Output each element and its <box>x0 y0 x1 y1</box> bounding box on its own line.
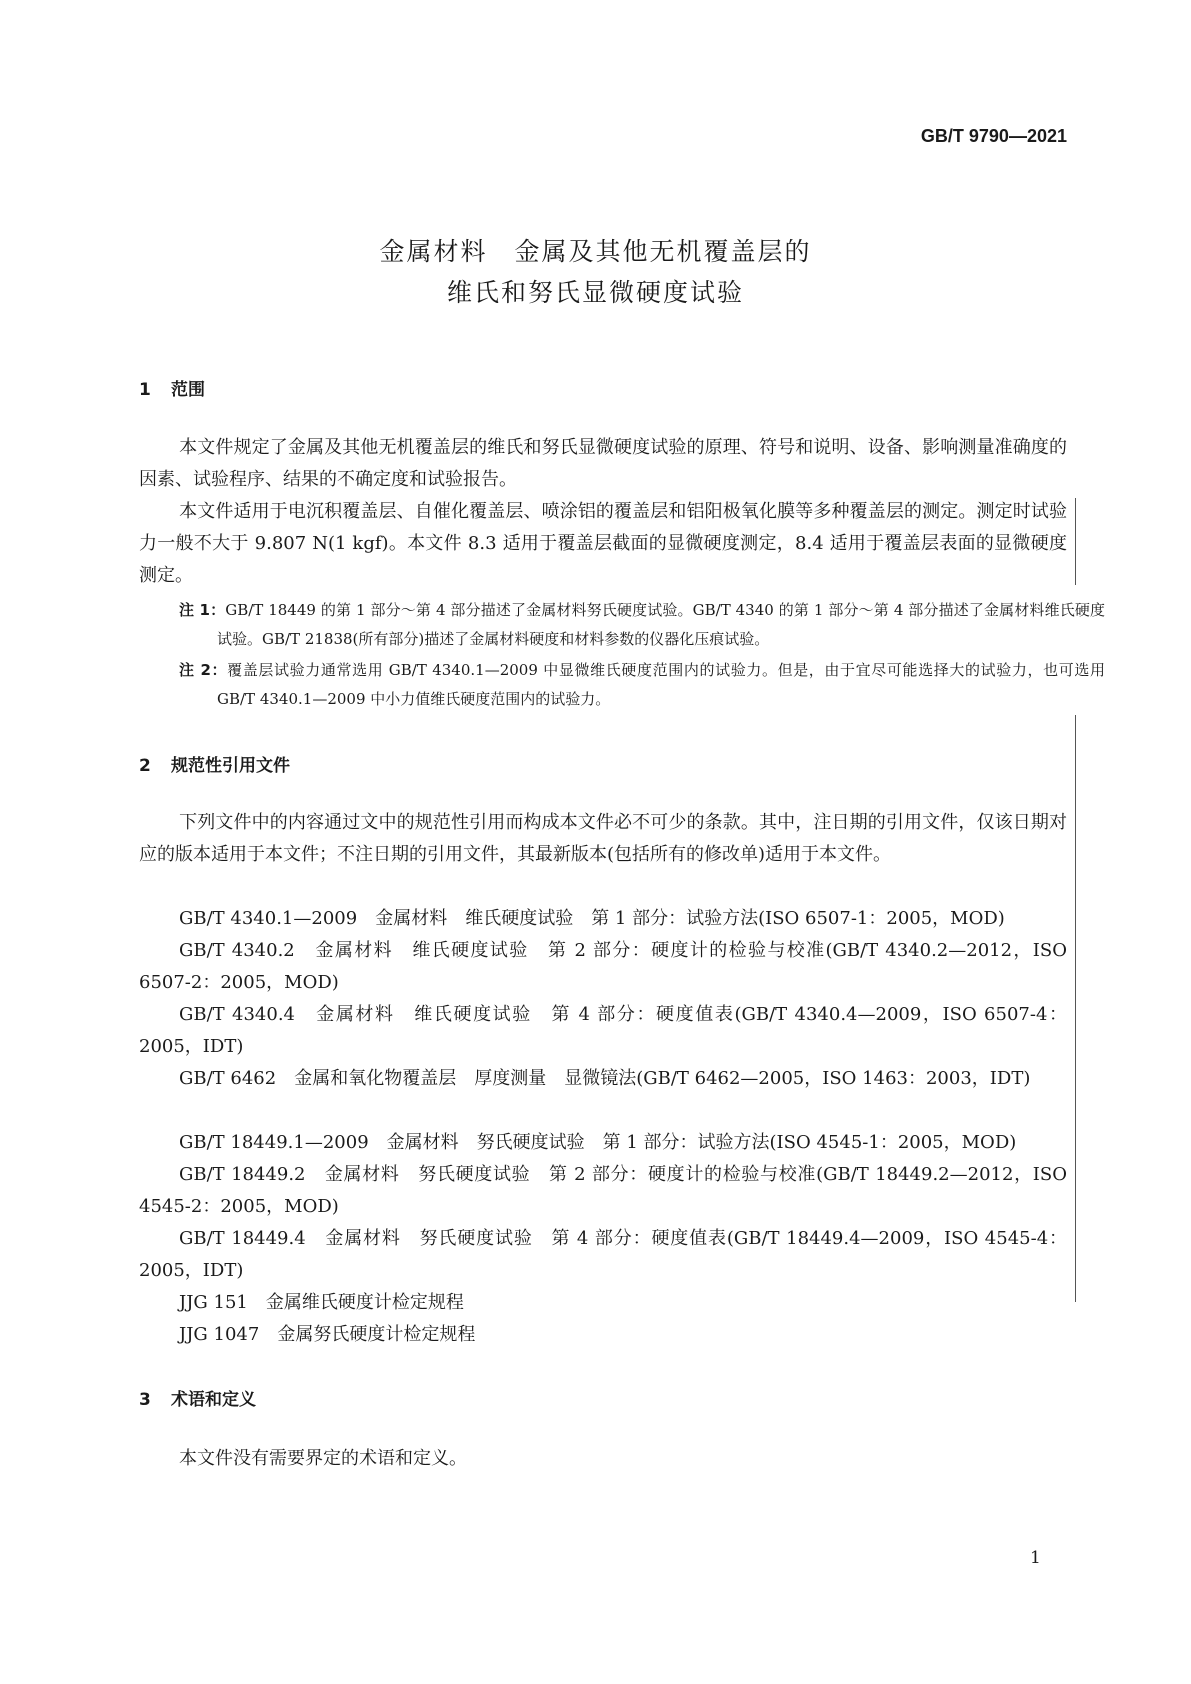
paragraph-text: 本文件适用于电沉积覆盖层、自催化覆盖层、喷涂铝的覆盖层和铝阳极氧化膜等多种覆盖层的测定。测定时试验力一般不大于 9.807 N(1 kgf)。本文件 8.3 适用于覆盖层截面的显微硬度测定，8.4 适用于覆盖层表面的显微硬度测定。 <box>139 501 1067 586</box>
reference-item: GB/T 18449.1—2009 金属材料 努氏硬度试验 第 1 部分：试验方法(ISO 4545-1：2005，MOD) <box>179 1132 1017 1153</box>
section-number: 2 <box>139 756 151 776</box>
reference-item: GB/T 4340.4 金属材料 维氏硬度试验 第 4 部分：硬度值表(GB/T 4340.4—2009，ISO 6507-4：2005，IDT) <box>139 1004 1067 1057</box>
change-bar <box>1075 498 1076 585</box>
note-label: 注 1： <box>179 601 226 619</box>
section-3-heading <box>139 1385 256 1410</box>
normative-intro <box>139 807 1067 871</box>
reference-item: GB/T 18449.4 金属材料 努氏硬度试验 第 4 部分：硬度值表(GB/T 18449.4—2009，ISO 4545-4：2005，IDT) <box>139 1228 1067 1281</box>
section-title: 规范性引用文件 <box>171 756 290 776</box>
section-number: 1 <box>139 380 151 400</box>
section-title: 范围 <box>171 380 205 400</box>
page-number: 1 <box>1030 1548 1041 1568</box>
scope-paragraph-1 <box>139 432 1067 496</box>
section-1-heading <box>139 375 205 400</box>
reference-item: GB/T 18449.2 金属材料 努氏硬度试验 第 2 部分：硬度计的检验与校准(GB/T 18449.2—2012，ISO 4545-2：2005，MOD) <box>139 1164 1067 1217</box>
note-2 <box>179 656 1105 714</box>
note-text: GB/T 18449 的第 1 部分～第 4 部分描述了金属材料努氏硬度试验。GB/T 4340 的第 1 部分～第 4 部分描述了金属材料维氏硬度试验。GB/T 21838(所有部分)描述了金属材料硬度和材料参数的仪器化压痕试验。 <box>217 601 1105 648</box>
note-1 <box>179 596 1105 654</box>
reference-item: GB/T 4340.2 金属材料 维氏硬度试验 第 2 部分：硬度计的检验与校准(GB/T 4340.2—2012，ISO 6507-2：2005，MOD) <box>139 940 1067 993</box>
reference-item: GB/T 6462 金属和氧化物覆盖层 厚度测量 显微镜法(GB/T 6462—2005，ISO 1463：2003，IDT) <box>179 1068 1031 1089</box>
section-number: 3 <box>139 1390 151 1410</box>
paragraph-text: 下列文件中的内容通过文中的规范性引用而构成本文件必不可少的条款。其中，注日期的引用文件，仅该日期对应的版本适用于本文件；不注日期的引用文件，其最新版本(包括所有的修改单)适用于本文件。 <box>139 812 1067 865</box>
document-title-line1: 金属材料 金属及其他无机覆盖层的 <box>379 237 812 266</box>
document-title-line2: 维氏和努氏显微硬度试验 <box>446 278 744 307</box>
note-text: 覆盖层试验力通常选用 GB/T 4340.1—2009 中显微维氏硬度范围内的试验力。但是，由于宜尽可能选择大的试验力，也可选用 GB/T 4340.1—2009 中小力值维氏硬度范围内的试验力。 <box>217 661 1105 708</box>
reference-item: JJG 151 金属维氏硬度计检定规程 <box>179 1292 464 1313</box>
change-bar <box>1075 715 1076 1302</box>
reference-item: GB/T 4340.1—2009 金属材料 维氏硬度试验 第 1 部分：试验方法(ISO 6507-1：2005，MOD) <box>179 908 1005 929</box>
section-title: 术语和定义 <box>171 1390 256 1410</box>
reference-item: JJG 1047 金属努氏硬度计检定规程 <box>179 1324 476 1345</box>
terms-paragraph <box>139 1443 1067 1475</box>
note-label: 注 2： <box>179 661 228 679</box>
paragraph-text: 本文件规定了金属及其他无机覆盖层的维氏和努氏显微硬度试验的原理、符号和说明、设备、影响测量准确度的因素、试验程序、结果的不确定度和试验报告。 <box>139 437 1067 490</box>
scope-paragraph-2 <box>139 496 1067 592</box>
paragraph-text: 本文件没有需要界定的术语和定义。 <box>179 1448 467 1469</box>
standard-number: GB/T 9790—2021 <box>920 126 1067 146</box>
section-2-heading <box>139 751 290 776</box>
